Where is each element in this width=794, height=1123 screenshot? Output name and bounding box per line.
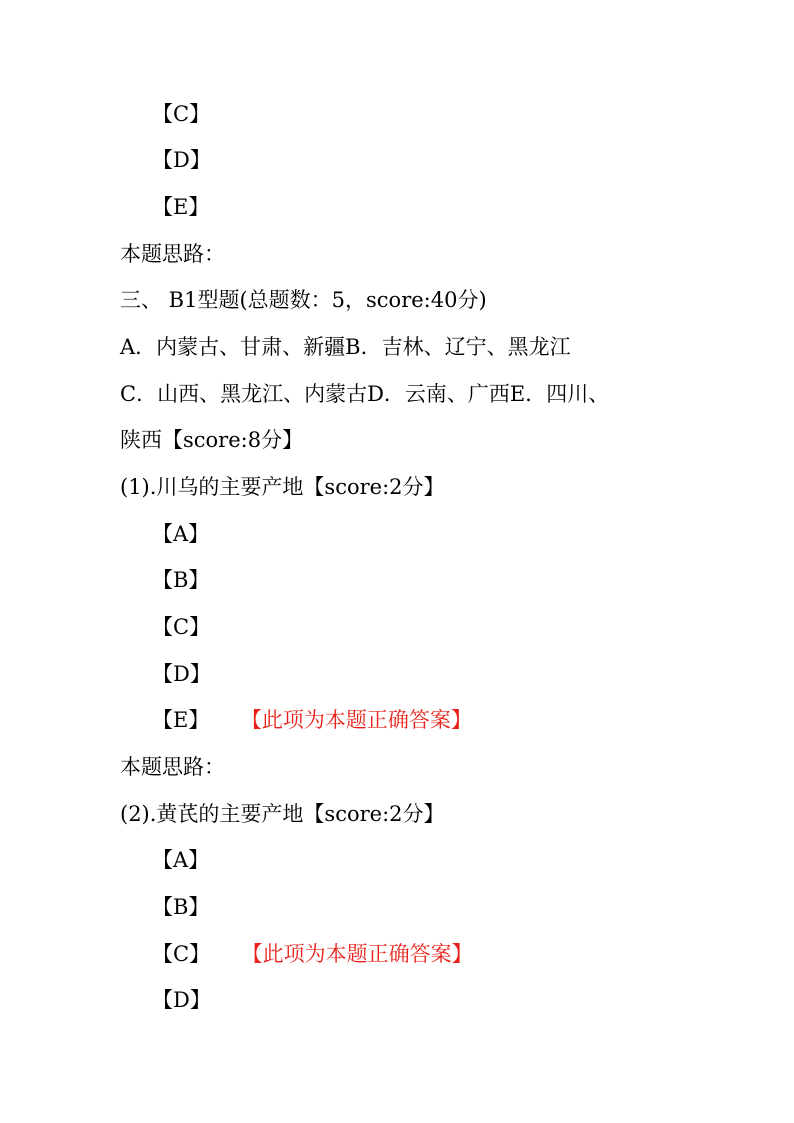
option-c: 【C】 — [152, 102, 211, 126]
option-d: 【D】 — [152, 662, 211, 686]
shared-options-line: 陕西【score:8分】 — [120, 428, 304, 452]
option-d: 【D】 — [152, 148, 211, 172]
analysis-label: 本题思路： — [120, 242, 225, 266]
analysis-label: 本题思路： — [120, 755, 225, 779]
option-a: 【A】 — [152, 848, 210, 872]
section-header: 三、 B1型题(总题数：5，score:40分) — [120, 288, 487, 312]
option-b: 【B】 — [152, 568, 210, 592]
question-1-text: (1).川乌的主要产地【score:2分】 — [120, 475, 445, 499]
option-a: 【A】 — [152, 522, 210, 546]
option-d: 【D】 — [152, 988, 211, 1012]
option-e: 【E】 【此项为本题正确答案】 — [152, 708, 472, 732]
correct-answer-marker: 【此项为本题正确答案】 — [251, 708, 472, 732]
option-e: 【E】 — [152, 195, 210, 219]
shared-options-line: C．山西、黑龙江、内蒙古D．云南、广西E．四川、 — [120, 382, 610, 406]
option-c: 【C】 — [152, 615, 211, 639]
shared-options-line: A．内蒙古、甘肃、新疆B．吉林、辽宁、黑龙江 — [120, 335, 571, 359]
option-c: 【C】 【此项为本题正确答案】 — [152, 942, 473, 966]
question-2-text: (2).黄芪的主要产地【score:2分】 — [120, 802, 445, 826]
correct-answer-marker: 【此项为本题正确答案】 — [252, 942, 473, 966]
option-b: 【B】 — [152, 895, 210, 919]
